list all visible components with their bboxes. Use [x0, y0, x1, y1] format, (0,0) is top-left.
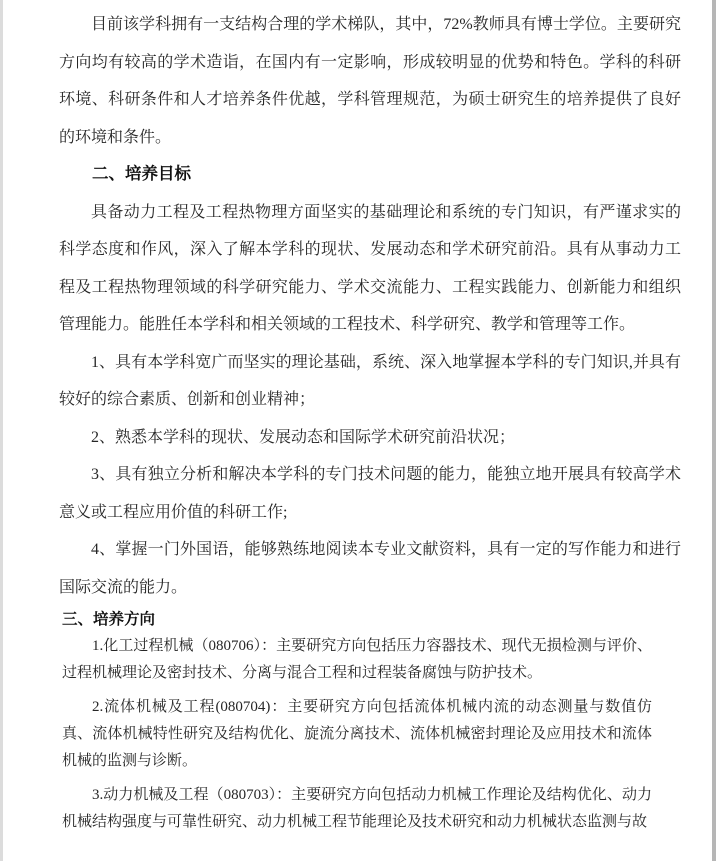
- objective-item-3: 3、具有独立分析和解决本学科的专门技术问题的能力，能独立地开展具有较高学术意义或工程应用价值的科研工作;: [59, 466, 681, 521]
- direction-item-3: 3.动力机械及工程（080703）：主要研究方向包括动力机械工作理论及结构优化、动力机械结构强度与可靠性研究、动力机械工程节能理论及技术研究和动力机械状态监测与故: [62, 787, 652, 830]
- document-content: [59, 6, 681, 843]
- lower-text-block: [62, 606, 652, 836]
- page-left-border: [0, 0, 3, 861]
- objective-item-4: 4、掌握一门外国语，能够熟练地阅读本专业文献资料，具有一定的写作能力和进行国际交流的能力。: [59, 541, 681, 596]
- objectives-paragraph: 具备动力工程及工程热物理方面坚实的基础理论和系统的专门知识，有严谨求实的科学态度和作风，深入了解本学科的现状、发展动态和学术研究前沿。具有从事动力工程及工程热物理领域的科学研究能力、学术交流能力、工程实践能力、创新能力和组织管理能力。能胜任本学科和相关领域的工程技术、科学研究、教学和管理等工作。: [59, 203, 681, 333]
- intro-paragraph: 目前该学科拥有一支结构合理的学术梯队，其中，72%教师具有博士学位。主要研究方向均有较高的学术造诣，在国内有一定影响，形成较明显的优势和特色。学科的科研环境、科研条件和人才培养条件优越，学科管理规范，为硕士研究生的培养提供了良好的环境和条件。: [59, 16, 681, 146]
- section-heading-directions: 三、培养方向: [62, 611, 156, 628]
- objective-item-2: 2、熟悉本学科的现状、发展动态和国际学术研究前沿状况；: [91, 428, 516, 446]
- section-heading-objectives: 二、培养目标: [92, 165, 191, 183]
- objective-item-1: 1、具有本学科宽广而坚实的理论基础，系统、深入地掌握本学科的专门知识,并具有较好的综合素质、创新和创业精神；: [59, 353, 681, 408]
- upper-text-block: [59, 6, 681, 606]
- direction-item-2: 2.流体机械及工程(080704)：主要研究方向包括流体机械内流的动态测量与数值仿真、流体机械特性研究及结构优化、旋流分离技术、流体机械密封理论及应用技术和流体机械的监测与诊断。: [62, 699, 652, 769]
- page-right-border: [712, 0, 716, 861]
- direction-item-1: 1.化工过程机械（080706）：主要研究方向包括压力容器技术、现代无损检测与评价、过程机械理论及密封技术、分离与混合工程和过程装备腐蚀与防护技术。: [62, 638, 652, 681]
